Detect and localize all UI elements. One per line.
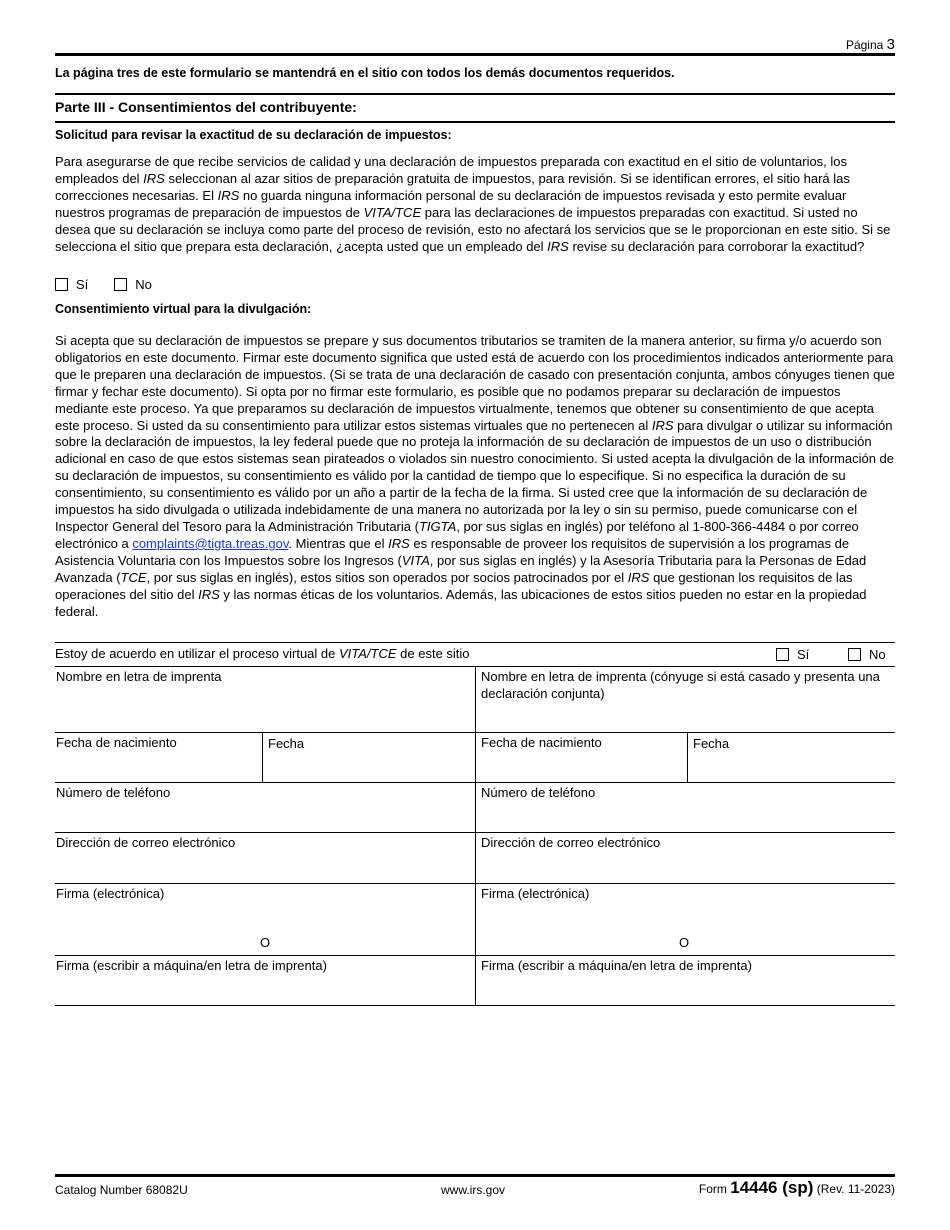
virtual-agree-row [55, 642, 895, 667]
para-emphasis: VITA [401, 552, 430, 568]
date-label-left: Fecha [268, 736, 305, 751]
review-heading: Solicitud para revisar la exactitud de su declaración de impuestos: [55, 128, 452, 142]
website-link[interactable]: www.irs.gov [441, 1183, 506, 1197]
part-top-rule [55, 93, 895, 95]
page-number: 3 [886, 36, 895, 53]
para-text: revise su declaración para corroborar la exactitud? [568, 238, 865, 254]
name-field-left[interactable] [55, 666, 475, 732]
catalog-number: Catalog Number 68082U [55, 1183, 188, 1197]
para-text: es responsable de proveer los requisitos de supervisión a los programas de Asistencia Voluntaria con los Impuestos sobre los Ingresos ( [55, 535, 850, 568]
page-notice: La página tres de este formulario se mantendrá en el sitio con todos los demás documentos requeridos. [55, 66, 675, 80]
review-yes-checkbox[interactable] [55, 278, 68, 291]
para-emphasis: TIGTA [418, 518, 457, 534]
para-text: para las declaraciones de impuestos preparadas con exactitud. Si usted no desea que su declaración se incluya como parte del proceso de revisión, esto no afectará los servicios que se le proporcionan en este sitio. Si se selecciona el sitio que prepara esta declaración, ¿acepta usted que un empleado del [55, 204, 891, 254]
phone-label-left: Número de teléfono [56, 785, 171, 800]
page-indicator [846, 36, 895, 53]
page-footer [55, 1174, 895, 1197]
part-bottom-rule [55, 121, 895, 123]
para-text: . Mientras que el [288, 535, 389, 551]
or-separator-right: O [679, 935, 690, 950]
para-emphasis: VITA/TCE [363, 204, 422, 220]
or-separator-left: O [260, 935, 271, 950]
para-text: , por sus siglas en inglés) y la Asesoría Tributaria para la Personas de Edad Avanzada ( [55, 552, 867, 585]
part-title: Parte III - Consentimientos del contribuyente: [55, 99, 357, 115]
para-emphasis: IRS [627, 569, 650, 585]
virtual-agree-text [55, 646, 470, 661]
phone-field-right[interactable] [480, 782, 895, 832]
date-field-right[interactable] [692, 733, 895, 782]
page-label: Página [845, 38, 884, 52]
dob-field-left[interactable] [55, 732, 262, 782]
para-text: y las normas éticas de los voluntarios. Además, las ubicaciones de estos sitios pueden no estar en la propiedad federal. [55, 586, 867, 619]
typed-signature-label-right: Firma (escribir a máquina/en letra de imprenta) [481, 958, 752, 973]
agree-no-label: No [869, 647, 886, 662]
form-number: 14446 (sp) [730, 1178, 814, 1197]
dob-label-left: Fecha de nacimiento [56, 735, 177, 750]
para-text: para divulgar o utilizar su información sobre la declaración de impuestos, la ley federal puede que no proteja la información de su declaración de impuestos de un uso o distribución adicional en caso de que estos sistemas sean pirateados o violados sin nuestro conocimiento. Si usted acepta la divulgación de la información de su declaración de impuestos, su consentimiento es válido por la cantidad de tiempo que lo especifique. Si no especifica la duración de su consentimiento, su consentimiento es válido por un año a partir de la fecha de la firma. Si usted cree que la información de su declaración de impuestos ha sido divulgada o utilizada indebidamente de una manera no autorizada por la ley o sin su permiso, puede comunicarse con el Inspector General del Tesoro para la Administración Tributaria ( [55, 417, 895, 534]
review-consent-options [55, 277, 178, 292]
typed-signature-label-left: Firma (escribir a máquina/en letra de imprenta) [56, 958, 327, 973]
para-text: , por sus siglas en inglés), estos sitios son operados por socios patrocinados por el [146, 569, 628, 585]
para-text: , por sus siglas en inglés) por teléfono al 1-800-366-4484 o por correo electrónico a [55, 518, 859, 551]
review-no-label: No [135, 277, 152, 292]
para-text: seleccionan al azar sitios de preparación gratuita de impuestos, para revisión. Si se identifican errores, el sitio hará las correcciones necesarias. El [55, 170, 850, 203]
typed-signature-field-right[interactable] [480, 955, 895, 1005]
grid-line [55, 1005, 895, 1006]
agree-no-checkbox[interactable] [848, 648, 861, 661]
form-revision: (Rev. 11-2023) [813, 1182, 895, 1196]
agree-yes-checkbox[interactable] [776, 648, 789, 661]
dob-field-right[interactable] [480, 732, 687, 782]
date-field-left[interactable] [267, 733, 475, 782]
para-text: no guarda ninguna información personal de su declaración de impuestos revisada y esto permite evaluar nuestros programas de preparación de impuestos de [55, 187, 847, 220]
typed-signature-field-left[interactable] [55, 955, 475, 1005]
review-yes-label: Sí [76, 277, 89, 292]
phone-field-left[interactable] [55, 782, 475, 832]
email-label-right: Dirección de correo electrónico [481, 835, 661, 850]
email-field-right[interactable] [480, 832, 895, 883]
agree-yes-label: Sí [797, 647, 810, 662]
complaints-email-link[interactable]: complaints@tigta.treas.gov [132, 535, 289, 551]
esignature-label-right: Firma (electrónica) [481, 886, 590, 901]
review-no-checkbox[interactable] [114, 278, 127, 291]
grid-divider [475, 666, 476, 1005]
name-label-left: Nombre en letra de imprenta [56, 669, 222, 684]
header-rule [55, 53, 895, 56]
grid-divider [687, 732, 688, 782]
agree-text-after: de este sitio [396, 646, 470, 661]
review-paragraph [55, 154, 895, 255]
agree-text-before: Estoy de acuerdo en utilizar el proceso virtual de [55, 646, 339, 661]
para-emphasis: IRS [388, 535, 410, 551]
para-emphasis: IRS [547, 238, 569, 254]
form-prefix: Form [698, 1182, 731, 1196]
name-field-right[interactable] [480, 666, 895, 732]
para-text: Si acepta que su declaración de impuestos se prepare y sus documentos tributarios se tramiten de la manera anterior, su firma y/o acuerdo son obligatorios en este documento. Firmar este documento significa que usted está de acuerdo con los procedimientos indicados anteriormente para que le preparen una declaración de impuestos. (Si se trata de una declaración de casado con presentación conjunta, ambos cónyuges tienen que firmar y fechar este documento). Si opta por no firmar este formulario, es posible que no podamos preparar su declaración de impuestos mediante este proceso. Ya que preparamos su declaración de impuestos virtualmente, tenemos que obtener su consentimiento de que acepta este proceso. Si usted da su consentimiento para utilizar estos sistemas virtuales que no pertenecen al [55, 333, 895, 433]
para-text: que gestionan los requisitos de las operaciones del sitio del [55, 569, 853, 602]
email-field-left[interactable] [55, 832, 475, 883]
virtual-paragraph [55, 333, 895, 620]
name-label-right: Nombre en letra de imprenta (cónyuge si está casado y presenta una declaración conjunta) [481, 669, 880, 701]
para-emphasis: IRS [651, 417, 674, 433]
esignature-label-left: Firma (electrónica) [56, 886, 165, 901]
para-emphasis: IRS [198, 586, 220, 602]
grid-divider [262, 732, 263, 782]
virtual-heading: Consentimiento virtual para la divulgación: [55, 302, 312, 316]
para-emphasis: IRS [143, 170, 165, 186]
para-emphasis: TCE [120, 569, 147, 585]
agree-text-program: VITA/TCE [339, 646, 397, 661]
para-emphasis: IRS [217, 187, 240, 203]
phone-label-right: Número de teléfono [481, 785, 596, 800]
dob-label-right: Fecha de nacimiento [481, 735, 602, 750]
agree-no-option [848, 647, 886, 662]
para-text: Para asegurarse de que recibe servicios de calidad y una declaración de impuestos preparada con exactitud en el sitio de voluntarios, los empleados del [55, 154, 848, 186]
email-label-left: Dirección de correo electrónico [56, 835, 236, 850]
agree-yes-option [776, 647, 809, 662]
form-identifier [699, 1178, 895, 1198]
date-label-right: Fecha [693, 736, 730, 751]
